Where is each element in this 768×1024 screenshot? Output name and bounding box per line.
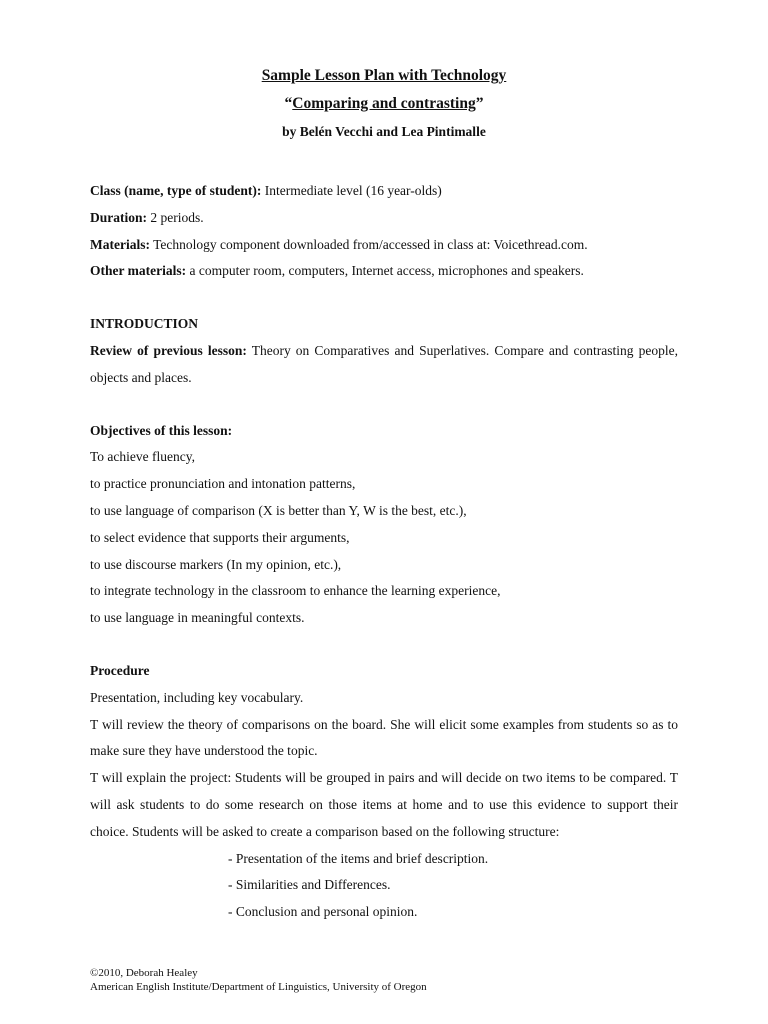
subtitle-open-quote: “ bbox=[284, 95, 293, 112]
objective-item: To achieve fluency, bbox=[90, 449, 196, 465]
duration-line bbox=[90, 205, 678, 232]
objective-item: to use discourse markers (In my opinion, etc.), bbox=[90, 556, 342, 572]
page-footer bbox=[90, 966, 427, 994]
byline: by Belén Vecchi and Lea Pintimalle bbox=[282, 124, 486, 139]
document-subtitle bbox=[0, 92, 768, 116]
structure-item: - Presentation of the items and brief description. bbox=[228, 850, 489, 866]
review-label: Review of previous lesson: bbox=[90, 342, 247, 358]
class-label: Class (name, type of student): bbox=[90, 183, 262, 198]
objective-item: to practice pronunciation and intonation patterns, bbox=[90, 476, 356, 492]
other-materials-line bbox=[90, 258, 678, 285]
materials-value: Technology component downloaded from/accessed in class at: Voicethread.com. bbox=[149, 236, 588, 252]
other-materials-value: a computer room, computers, Internet access, microphones and speakers. bbox=[186, 263, 584, 279]
footer-copyright: ©2010, Deborah Healey bbox=[90, 967, 198, 979]
procedure-paragraph-1: T will review the theory of comparisons on the board. She will elicit some examples from students so as to make sure they have understood the topic. bbox=[90, 716, 678, 759]
duration-label: Duration: bbox=[90, 209, 147, 225]
spacer bbox=[90, 285, 678, 311]
class-value: Intermediate level (16 year-olds) bbox=[261, 183, 442, 198]
subtitle-text: Comparing and contrasting bbox=[292, 95, 476, 112]
footer-institution: American English Institute/Department of Linguistics, University of Oregon bbox=[90, 981, 427, 993]
procedure-intro: Presentation, including key vocabulary. bbox=[90, 689, 304, 705]
spacer bbox=[90, 392, 678, 418]
document-body bbox=[90, 178, 678, 926]
objective-item: to use language of comparison (X is better than Y, W is the best, etc.), bbox=[90, 502, 467, 518]
introduction-heading: INTRODUCTION bbox=[90, 316, 199, 332]
title-block bbox=[0, 64, 768, 142]
other-materials-label: Other materials: bbox=[90, 263, 187, 279]
duration-value: 2 periods. bbox=[147, 209, 204, 225]
objective-item: to use language in meaningful contexts. bbox=[90, 610, 305, 626]
document-title: Sample Lesson Plan with Technology bbox=[261, 67, 507, 84]
procedure-heading: Procedure bbox=[90, 662, 150, 678]
objective-item: to integrate technology in the classroom to enhance the learning experience, bbox=[90, 583, 501, 599]
procedure-paragraph-2: T will explain the project: Students will be grouped in pairs and will decide on two items to be compared. T will ask students to do some research on those items at home and to use this evidence to support their choice. Students will be asked to create a comparison based on the following structure: bbox=[90, 770, 678, 839]
structure-item: - Conclusion and personal opinion. bbox=[228, 904, 418, 920]
subtitle-close-quote: ” bbox=[475, 95, 484, 112]
materials-line bbox=[90, 232, 678, 259]
objectives-heading: Objectives of this lesson: bbox=[90, 422, 233, 438]
materials-label: Materials: bbox=[90, 236, 150, 252]
structure-item: - Similarities and Differences. bbox=[228, 877, 391, 893]
objective-item: to select evidence that supports their arguments, bbox=[90, 529, 350, 545]
spacer bbox=[90, 632, 678, 658]
review-value: Theory on Comparatives and Superlatives. Compare and contrasting people, objects and places. bbox=[90, 342, 678, 385]
review-paragraph bbox=[90, 338, 678, 392]
class-line bbox=[90, 178, 678, 205]
